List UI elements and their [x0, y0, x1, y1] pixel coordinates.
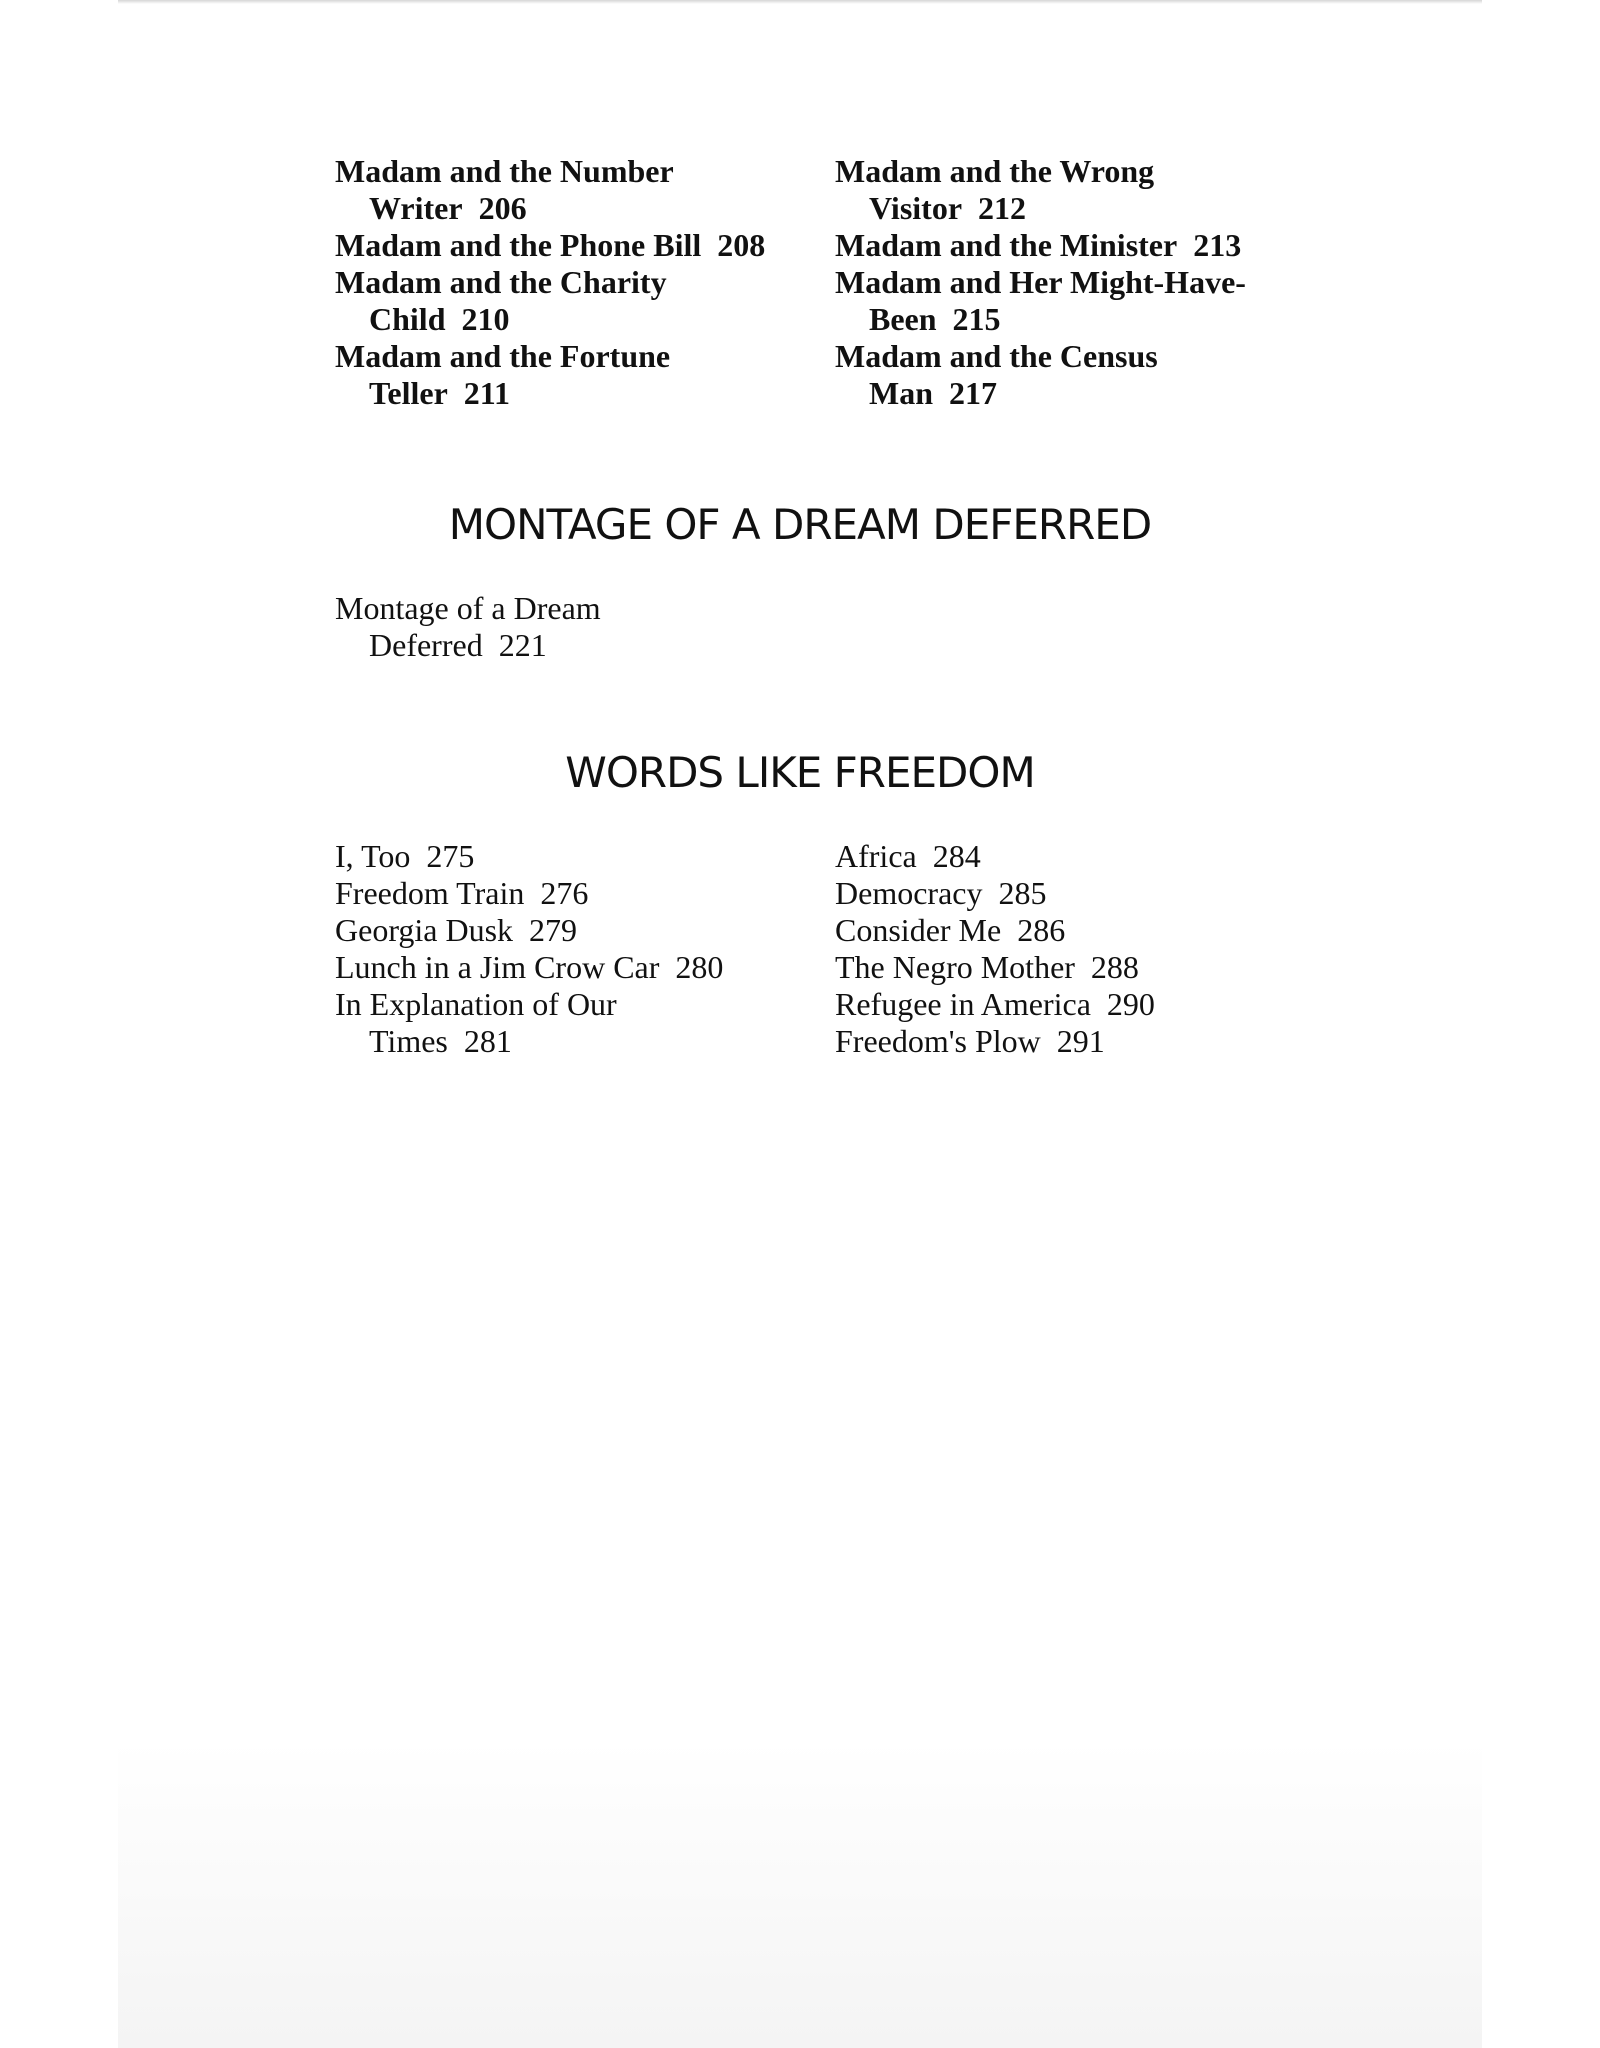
toc-entry-page: 212 [978, 190, 1027, 226]
toc-entry-page: 285 [998, 875, 1047, 911]
toc-entry-title: Madam and Her Might-Have-Been [835, 264, 1246, 337]
toc-entry-title: Freedom's Plow [835, 1023, 1041, 1059]
section-heading: MONTAGE OF A DREAM DEFERRED [448, 500, 1152, 549]
toc-entry-page: 281 [463, 1023, 512, 1059]
toc-entry [335, 838, 835, 875]
toc-entry [335, 338, 769, 412]
toc-entry [335, 875, 835, 912]
toc-entry-title: Georgia Dusk [335, 912, 514, 948]
toc-left-column [335, 153, 835, 412]
toc-entry-page: 206 [478, 190, 527, 226]
toc-entry-page: 208 [717, 227, 766, 263]
toc-entry-title: Madam and the Charity Child [335, 264, 667, 337]
toc-entry-title: The Negro Mother [835, 949, 1075, 985]
toc-entry [835, 838, 1285, 875]
toc-words-section [335, 838, 1285, 1060]
toc-entry-title: Consider Me [835, 912, 1002, 948]
toc-madam-section [335, 153, 1285, 412]
toc-entry [335, 264, 769, 338]
toc-entry-title: Democracy [835, 875, 983, 911]
toc-entry-title: Freedom Train [335, 875, 525, 911]
toc-right-column [835, 838, 1285, 1060]
toc-entry-title: Lunch in a Jim Crow Car [335, 949, 660, 985]
toc-entry [835, 338, 1269, 412]
toc-entry [335, 590, 699, 664]
toc-entry [335, 949, 835, 986]
toc-entry [835, 912, 1285, 949]
toc-entry-page: 211 [463, 375, 511, 411]
toc-entry [835, 1023, 1285, 1060]
toc-entry [835, 153, 1249, 227]
toc-entry-title: Madam and the Wrong Visitor [835, 153, 1155, 226]
toc-entry-page: 221 [498, 627, 547, 663]
toc-entry-page: 288 [1090, 949, 1139, 985]
toc-entry [835, 227, 1285, 264]
toc-entry-title: Refugee in America [835, 986, 1091, 1022]
toc-right-column [835, 153, 1285, 412]
toc-entry [835, 264, 1309, 338]
toc-entry-title: Madam and the Census Man [835, 338, 1158, 411]
toc-entry-page: 213 [1193, 227, 1242, 263]
toc-entry-page: 284 [932, 838, 981, 874]
section-heading: WORDS LIKE FREEDOM [565, 748, 1035, 797]
toc-entry [335, 912, 835, 949]
toc-entry-page: 217 [949, 375, 997, 411]
toc-entry [835, 875, 1285, 912]
toc-entry-title: Montage of a Dream Deferred [335, 590, 601, 663]
toc-entry [835, 986, 1285, 1023]
toc-entry-title: Madam and the Minister [835, 227, 1178, 263]
toc-entry-page: 280 [675, 949, 724, 985]
toc-entry-page: 279 [529, 912, 578, 948]
toc-entry-title: I, Too [335, 838, 411, 874]
toc-left-column [335, 838, 835, 1060]
toc-entry [335, 986, 719, 1060]
toc-entry-page: 210 [461, 301, 510, 337]
toc-entry-page: 276 [540, 875, 589, 911]
toc-entry-page: 275 [426, 838, 475, 874]
toc-entry-title: Madam and the Phone Bill [335, 227, 702, 263]
toc-entry-title: Madam and the Number Writer [335, 153, 674, 226]
toc-entry [335, 153, 769, 227]
toc-entry-page: 290 [1106, 986, 1155, 1022]
toc-entry-page: 291 [1056, 1023, 1105, 1059]
toc-entry-title: Madam and the Fortune Teller [335, 338, 671, 411]
toc-entry-page: 215 [952, 301, 1001, 337]
toc-entry-page: 286 [1017, 912, 1066, 948]
toc-entry [335, 227, 835, 264]
toc-entry-title: Africa [835, 838, 917, 874]
toc-entry-title: In Explanation of Our Times [335, 986, 617, 1059]
toc-left-column [335, 590, 835, 664]
toc-entry [835, 949, 1285, 986]
toc-montage-section [335, 590, 1285, 664]
page-top-edge [118, 0, 1482, 4]
